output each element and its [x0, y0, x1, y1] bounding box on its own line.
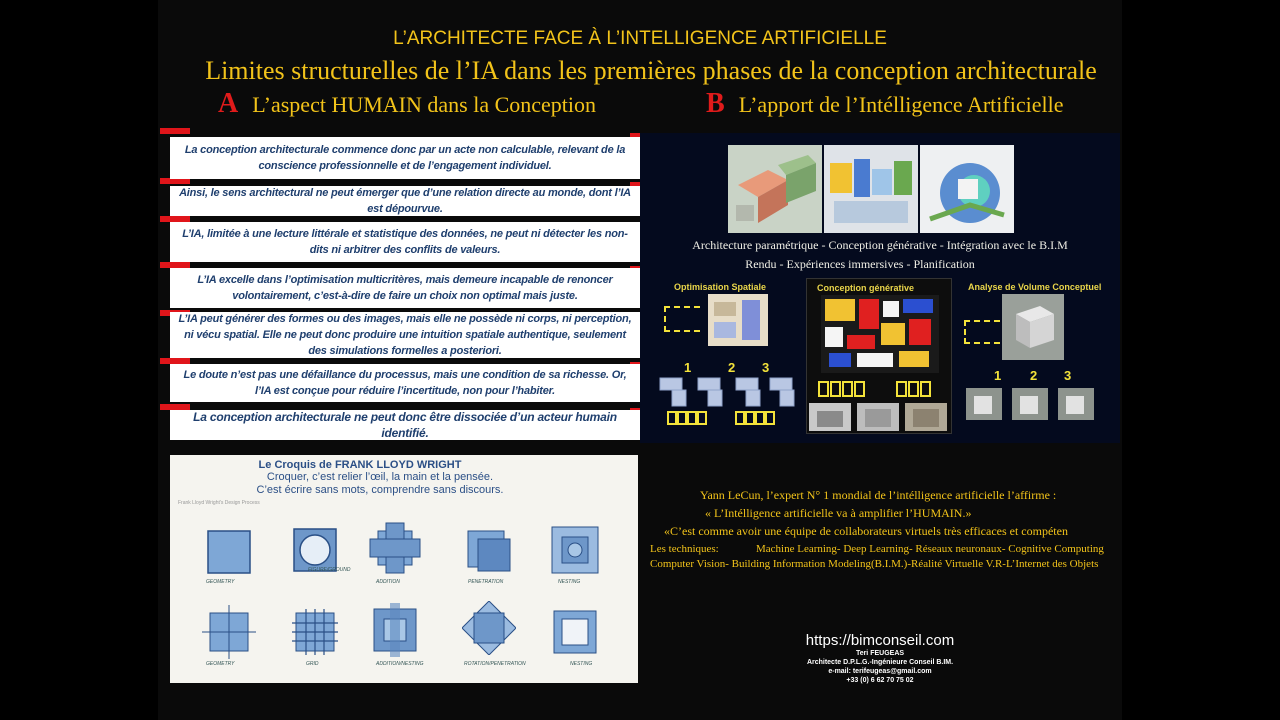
addition-sketch — [368, 521, 422, 575]
step-number: 3 — [762, 360, 770, 375]
step-number: 1 — [994, 368, 1002, 383]
quote-line-3: «C’est comme avoir une équipe de collaborateurs virtuels très efficaces et compéten — [664, 524, 1068, 538]
quote-line-1: Yann LeCun, l’expert N° 1 mondial de l’intélligence artificielle l’affirme : — [700, 488, 1057, 502]
optimisation-panel — [652, 278, 798, 434]
geometry-cross-sketch — [202, 605, 256, 659]
text-box-2: Ainsi, le sens architectural ne peut émerger que d’une relation directe au monde, dont l’IA est dépourvue. — [170, 186, 640, 216]
step-number: 1 — [684, 360, 692, 375]
author-phone: +33 (0) 6 62 70 75 02 — [846, 677, 914, 684]
nesting-sketch-2 — [548, 605, 602, 659]
sketch-title: Le Croquis de FRANK LLOYD WRIGHT — [258, 459, 462, 471]
volume-analysis-title: Analyse de Volume Conceptuel — [968, 282, 1102, 292]
sketch-line-2: C’est écrire sans mots, comprendre sans discours. — [256, 484, 504, 496]
sketch-caption: GEOMETRY — [206, 661, 235, 667]
optimisation-title: Optimisation Spatiale — [674, 282, 767, 292]
generative-blocks-icon — [821, 295, 939, 373]
arrow-connector — [664, 306, 700, 332]
section-a-title: L’aspect HUMAIN dans la Conception — [252, 92, 597, 117]
section-b-heading — [706, 88, 1063, 120]
quote-line-2: « L’Intélligence artificielle va à amplifier l’HUMAIN.» — [705, 506, 972, 520]
layout-variants-icon — [658, 374, 798, 410]
author-name: Teri FEUGEAS — [855, 650, 905, 657]
addition-nesting-sketch — [368, 603, 422, 657]
generative-panel — [806, 278, 952, 434]
section-b-title: L’apport de l’Intélligence Artificielle — [738, 92, 1064, 117]
volume-variants-icon — [964, 386, 1096, 422]
sketch-caption: PENETRATION — [468, 579, 504, 585]
red-marker — [160, 128, 190, 134]
geometry-square-sketch — [202, 525, 256, 579]
arrow-connector — [964, 320, 1000, 344]
section-a-letter: A — [218, 88, 239, 119]
bim-screenshot — [920, 145, 1014, 233]
bar-icons — [817, 379, 943, 399]
ai-caption-line-2: Rendu - Expériences immersives - Planification — [745, 257, 975, 271]
step-number: 2 — [1030, 368, 1038, 383]
sketch-caption: GRID — [306, 661, 319, 667]
techniques-line-2: Computer Vision- Building Information Modeling(B.I.M.)-Réalité Virtuelle V.R-L’Internet des Objets — [650, 558, 1099, 570]
step-number: 2 — [728, 360, 736, 375]
techniques-label: Les techniques: — [650, 543, 719, 555]
sketch-caption: ROTATION/PENETRATION — [464, 661, 526, 667]
frank-lloyd-wright-sketch — [170, 455, 638, 683]
ai-caption-line-1: Architecture paramétrique - Conception générative - Intégration avec le B.I.M — [692, 238, 1068, 252]
text-box-5: L’IA peut générer des formes ou des images, mais elle ne possède ni corps, ni perception, ni vécu spatial. Elle ne peut donc produire une intuition spatiale authentique, seulement des simulations formelles a posteriori. — [170, 312, 640, 358]
generative-title: Conception générative — [817, 283, 915, 293]
section-b-letter: B — [706, 88, 725, 119]
grid-sketch — [288, 605, 342, 659]
text-box-7: La conception architecturale ne peut donc être dissociée d’un acteur humain identifié. — [170, 410, 640, 440]
volume-model-icon — [1002, 294, 1064, 360]
slide-title: L’ARCHITECTE FACE À L’INTELLIGENCE ARTIFICIELLE — [393, 28, 887, 49]
parametric-screenshot — [728, 145, 822, 233]
floorplan-icon — [708, 294, 768, 346]
sketch-caption: NESTING — [570, 661, 593, 667]
rotation-penetration-sketch — [462, 601, 516, 655]
sketch-caption: ADDITION/NESTING — [376, 661, 424, 667]
slide-subtitle: Limites structurelles de l’IA dans les premières phases de la conception architecturale — [205, 56, 1097, 85]
text-box-4: L’IA excelle dans l’optimisation multicritères, mais demeure incapable de renoncer volontairement, c’est-à-dire de faire un choix non optimal mais juste. — [170, 268, 640, 308]
sketch-caption: ADDITION — [376, 579, 400, 585]
sketch-text — [170, 471, 590, 497]
bar-icons — [666, 410, 786, 426]
quote-line-3-clip — [664, 522, 1122, 542]
step-number: 3 — [1064, 368, 1072, 383]
generative-screenshot — [824, 145, 918, 233]
penetration-sketch — [462, 525, 516, 579]
sketch-caption: FIGURE/GROUND — [308, 567, 351, 573]
author-role: Architecte D.P.L.G.-Ingénieure Conseil B.IM. — [806, 659, 954, 666]
building-renders-icon — [807, 401, 951, 433]
sketch-caption: GEOMETRY — [206, 579, 235, 585]
sketch-line-1: Croquer, c’est relier l’œil, la main et la pensée. — [266, 471, 494, 483]
website-link[interactable]: https://bimconseil.com — [805, 632, 955, 649]
techniques-line-1: Machine Learning- Deep Learning- Réseaux neuronaux- Cognitive Computing — [756, 543, 1104, 555]
section-a-heading — [218, 88, 596, 120]
volume-analysis-panel — [962, 278, 1108, 434]
author-email[interactable]: e-mail: terifeugeas@gmail.com — [828, 668, 932, 675]
text-box-3: L’IA, limitée à une lecture littérale et statistique des données, ne peut ni détecter les non-dits ni arbitrer des conflits de valeurs. — [170, 222, 640, 262]
nesting-sketch — [548, 523, 602, 577]
sketch-caption: NESTING — [558, 579, 581, 585]
text-box-6: Le doute n’est pas une défaillance du processus, mais une condition de sa richesse. Or, l’IA est conçue pour réduire l’incertitude, non pour l’habiter. — [170, 364, 640, 402]
sketch-tiny-label: Frank Lloyd Wright's Design Process — [178, 500, 260, 506]
text-box-1: La conception architecturale commence donc par un acte non calculable, relevant de la conscience professionnelle et de l’engagement individuel. — [170, 137, 640, 179]
